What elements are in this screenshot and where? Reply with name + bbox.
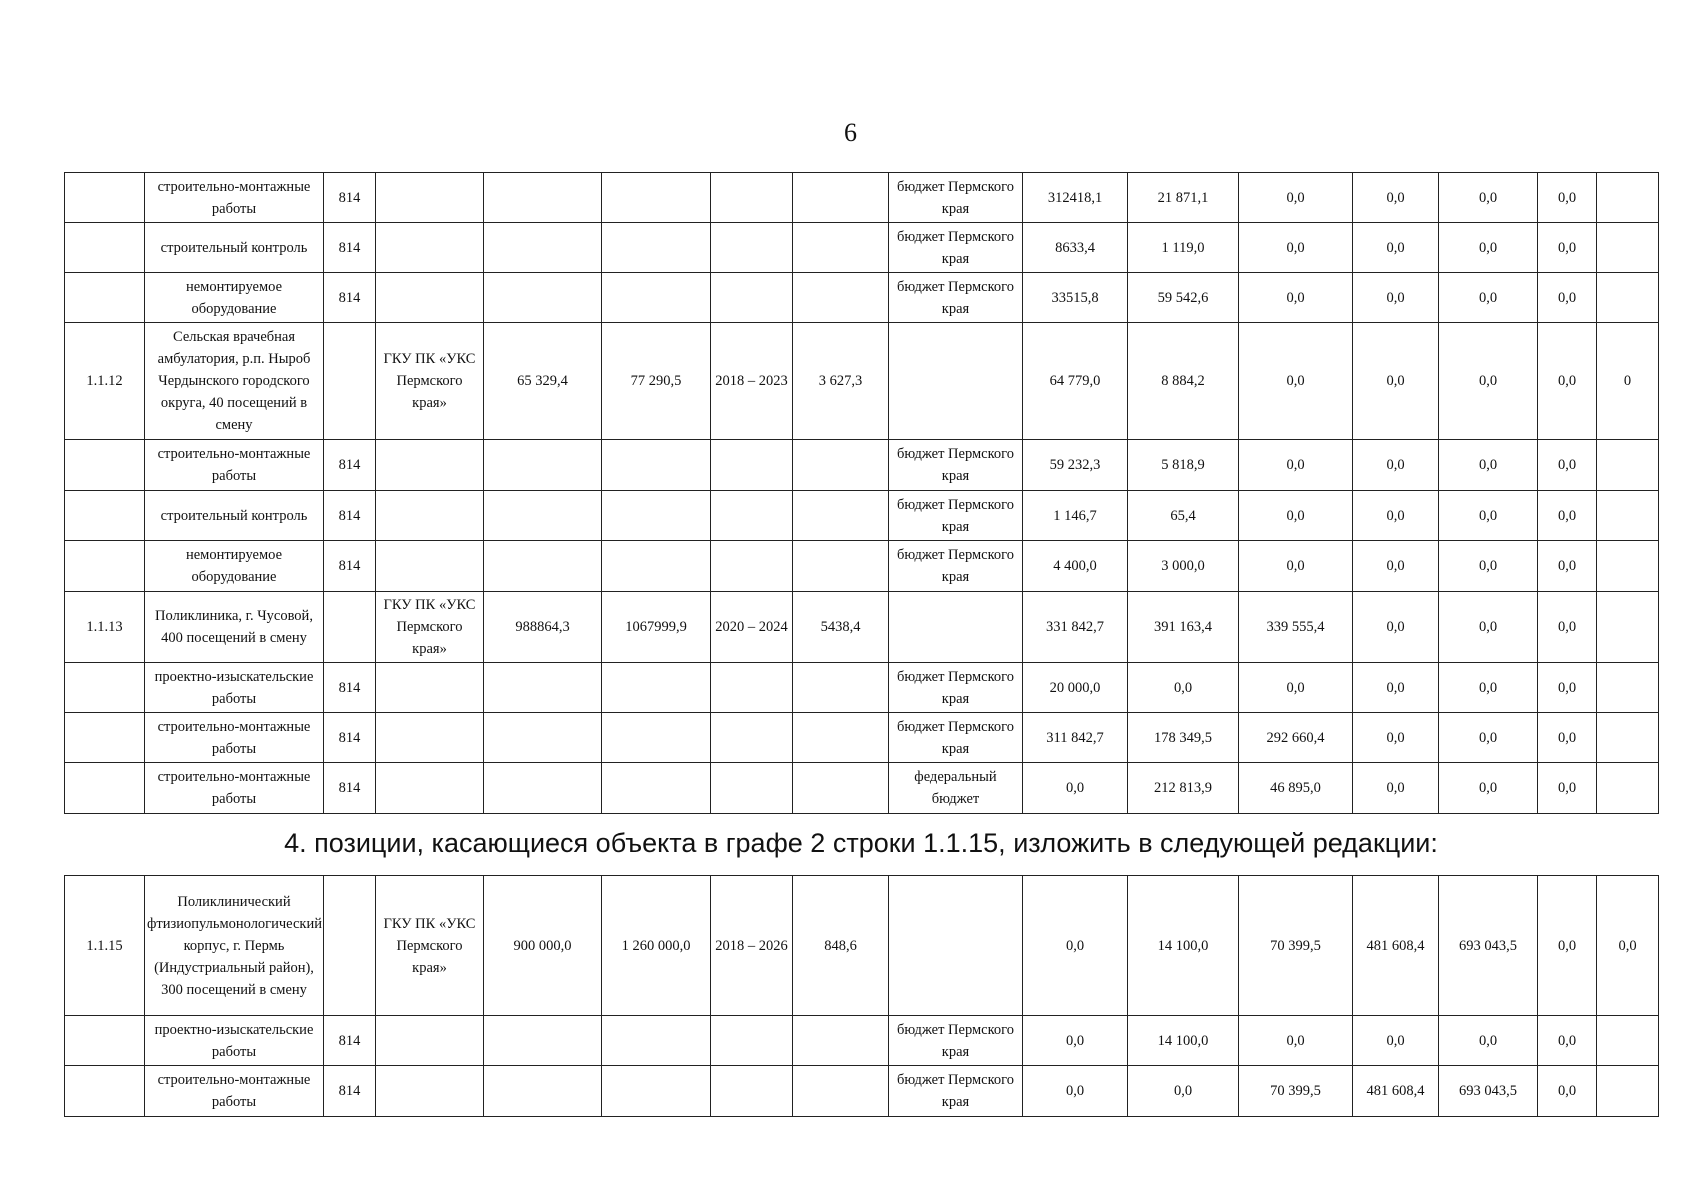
cell-year-5: 0,0 xyxy=(1439,223,1538,273)
cell-year-4: 481 608,4 xyxy=(1353,876,1439,1016)
cell-year-7: 0,0 xyxy=(1597,876,1659,1016)
cell-year-3: 0,0 xyxy=(1239,491,1353,541)
cell-year-4: 0,0 xyxy=(1353,1016,1439,1066)
cell-row-number xyxy=(65,763,145,814)
cell-year-5: 0,0 xyxy=(1439,713,1538,763)
cell-row-number: 1.1.13 xyxy=(65,592,145,663)
cell-customer xyxy=(376,663,484,713)
cell-year-6: 0,0 xyxy=(1538,173,1597,223)
cell-year-1: 311 842,7 xyxy=(1023,713,1128,763)
cell-customer xyxy=(376,273,484,323)
cell-object-name: строительно-монтажные работы xyxy=(145,1066,324,1117)
cell-grbs-code: 814 xyxy=(324,223,376,273)
cell-capacity: 3 627,3 xyxy=(793,323,889,440)
cell-cost-with-indexation: 1 260 000,0 xyxy=(602,876,711,1016)
cell-year-2: 8 884,2 xyxy=(1128,323,1239,440)
cell-year-1: 8633,4 xyxy=(1023,223,1128,273)
cell-year-2: 212 813,9 xyxy=(1128,763,1239,814)
cell-funding-source xyxy=(889,876,1023,1016)
cell-cost-with-indexation xyxy=(602,273,711,323)
table-row xyxy=(65,173,1659,223)
cell-year-3: 0,0 xyxy=(1239,663,1353,713)
cell-funding-source: бюджет Пермского края xyxy=(889,541,1023,592)
cell-grbs-code xyxy=(324,323,376,440)
cell-year-6: 0,0 xyxy=(1538,440,1597,491)
cell-year-3: 46 895,0 xyxy=(1239,763,1353,814)
cell-estimated-cost xyxy=(484,1066,602,1117)
cell-year-5: 0,0 xyxy=(1439,1016,1538,1066)
cell-cost-with-indexation: 77 290,5 xyxy=(602,323,711,440)
cell-year-2: 5 818,9 xyxy=(1128,440,1239,491)
cell-estimated-cost xyxy=(484,541,602,592)
cell-year-6: 0,0 xyxy=(1538,323,1597,440)
cell-year-4: 0,0 xyxy=(1353,592,1439,663)
cell-capacity: 5438,4 xyxy=(793,592,889,663)
cell-year-6: 0,0 xyxy=(1538,592,1597,663)
table-row xyxy=(65,440,1659,491)
cell-year-1: 20 000,0 xyxy=(1023,663,1128,713)
cell-row-number: 1.1.15 xyxy=(65,876,145,1016)
cell-estimated-cost xyxy=(484,491,602,541)
cell-row-number xyxy=(65,491,145,541)
cell-year-7 xyxy=(1597,763,1659,814)
cell-object-name: строительный контроль xyxy=(145,491,324,541)
cell-year-1: 331 842,7 xyxy=(1023,592,1128,663)
cell-cost-with-indexation xyxy=(602,491,711,541)
cell-object-name: Сельская врачебная амбулатория, р.п. Ныроб Чердынского городского округа, 40 посещений в смену xyxy=(145,323,324,440)
cell-estimated-cost xyxy=(484,173,602,223)
cell-object-name: строительно-монтажные работы xyxy=(145,763,324,814)
cell-capacity xyxy=(793,491,889,541)
cell-year-4: 481 608,4 xyxy=(1353,1066,1439,1117)
cell-construction-period: 2018 – 2026 xyxy=(711,876,793,1016)
cell-construction-period xyxy=(711,663,793,713)
table-row xyxy=(65,491,1659,541)
cell-year-6: 0,0 xyxy=(1538,273,1597,323)
cell-capacity: 848,6 xyxy=(793,876,889,1016)
cell-construction-period xyxy=(711,763,793,814)
cell-customer xyxy=(376,1016,484,1066)
cell-year-1: 0,0 xyxy=(1023,876,1128,1016)
cell-year-2: 3 000,0 xyxy=(1128,541,1239,592)
cell-year-6: 0,0 xyxy=(1538,541,1597,592)
cell-funding-source: бюджет Пермского края xyxy=(889,440,1023,491)
cell-estimated-cost xyxy=(484,273,602,323)
cell-estimated-cost xyxy=(484,713,602,763)
cell-capacity xyxy=(793,1066,889,1117)
cell-row-number xyxy=(65,1016,145,1066)
cell-year-2: 391 163,4 xyxy=(1128,592,1239,663)
cell-year-5: 693 043,5 xyxy=(1439,876,1538,1016)
cell-funding-source: бюджет Пермского края xyxy=(889,173,1023,223)
cell-customer: ГКУ ПК «УКС Пермского края» xyxy=(376,876,484,1016)
cell-year-3: 0,0 xyxy=(1239,323,1353,440)
cell-year-7 xyxy=(1597,713,1659,763)
cell-year-4: 0,0 xyxy=(1353,491,1439,541)
cell-year-3: 339 555,4 xyxy=(1239,592,1353,663)
cell-construction-period xyxy=(711,173,793,223)
cell-year-7 xyxy=(1597,223,1659,273)
cell-estimated-cost: 988864,3 xyxy=(484,592,602,663)
cell-year-7: 0 xyxy=(1597,323,1659,440)
cell-year-7 xyxy=(1597,541,1659,592)
cell-year-6: 0,0 xyxy=(1538,223,1597,273)
cell-grbs-code: 814 xyxy=(324,173,376,223)
cell-year-3: 0,0 xyxy=(1239,541,1353,592)
cell-year-3: 0,0 xyxy=(1239,1016,1353,1066)
cell-row-number xyxy=(65,273,145,323)
cell-row-number xyxy=(65,541,145,592)
table-bottom xyxy=(64,875,1659,1117)
cell-year-1: 0,0 xyxy=(1023,1016,1128,1066)
table-row xyxy=(65,1066,1659,1117)
cell-capacity xyxy=(793,763,889,814)
cell-funding-source: бюджет Пермского края xyxy=(889,713,1023,763)
cell-year-1: 312418,1 xyxy=(1023,173,1128,223)
cell-year-6: 0,0 xyxy=(1538,713,1597,763)
cell-capacity xyxy=(793,223,889,273)
table-row xyxy=(65,876,1659,1016)
cell-year-6: 0,0 xyxy=(1538,491,1597,541)
cell-year-3: 0,0 xyxy=(1239,223,1353,273)
cell-construction-period xyxy=(711,713,793,763)
cell-year-1: 1 146,7 xyxy=(1023,491,1128,541)
cell-year-7 xyxy=(1597,440,1659,491)
cell-customer xyxy=(376,541,484,592)
cell-object-name: проектно-изыскательские работы xyxy=(145,663,324,713)
table-row xyxy=(65,273,1659,323)
cell-object-name: строительный контроль xyxy=(145,223,324,273)
cell-grbs-code: 814 xyxy=(324,713,376,763)
table-row xyxy=(65,663,1659,713)
cell-year-5: 693 043,5 xyxy=(1439,1066,1538,1117)
cell-funding-source: бюджет Пермского края xyxy=(889,1016,1023,1066)
cell-year-4: 0,0 xyxy=(1353,713,1439,763)
cell-year-2: 0,0 xyxy=(1128,663,1239,713)
cell-grbs-code: 814 xyxy=(324,1066,376,1117)
cell-year-6: 0,0 xyxy=(1538,763,1597,814)
cell-year-5: 0,0 xyxy=(1439,273,1538,323)
cell-grbs-code: 814 xyxy=(324,491,376,541)
cell-construction-period xyxy=(711,440,793,491)
cell-year-3: 0,0 xyxy=(1239,440,1353,491)
cell-year-6: 0,0 xyxy=(1538,1066,1597,1117)
cell-row-number xyxy=(65,1066,145,1117)
cell-year-5: 0,0 xyxy=(1439,592,1538,663)
cell-object-name: немонтируемое оборудование xyxy=(145,541,324,592)
cell-year-4: 0,0 xyxy=(1353,223,1439,273)
cell-year-5: 0,0 xyxy=(1439,440,1538,491)
table-row xyxy=(65,592,1659,663)
cell-year-6: 0,0 xyxy=(1538,1016,1597,1066)
cell-year-3: 0,0 xyxy=(1239,273,1353,323)
cell-year-4: 0,0 xyxy=(1353,440,1439,491)
cell-year-5: 0,0 xyxy=(1439,491,1538,541)
cell-capacity xyxy=(793,541,889,592)
cell-year-2: 14 100,0 xyxy=(1128,876,1239,1016)
cell-year-7 xyxy=(1597,1066,1659,1117)
cell-cost-with-indexation xyxy=(602,663,711,713)
cell-funding-source xyxy=(889,592,1023,663)
cell-construction-period xyxy=(711,273,793,323)
cell-funding-source: бюджет Пермского края xyxy=(889,491,1023,541)
cell-grbs-code: 814 xyxy=(324,763,376,814)
cell-capacity xyxy=(793,440,889,491)
cell-year-1: 0,0 xyxy=(1023,763,1128,814)
cell-construction-period xyxy=(711,1066,793,1117)
cell-capacity xyxy=(793,663,889,713)
cell-row-number: 1.1.12 xyxy=(65,323,145,440)
cell-year-4: 0,0 xyxy=(1353,541,1439,592)
cell-year-7 xyxy=(1597,1016,1659,1066)
cell-year-2: 21 871,1 xyxy=(1128,173,1239,223)
cell-capacity xyxy=(793,273,889,323)
table-top xyxy=(64,172,1659,814)
cell-capacity xyxy=(793,713,889,763)
cell-year-3: 0,0 xyxy=(1239,173,1353,223)
cell-grbs-code xyxy=(324,592,376,663)
table-row xyxy=(65,323,1659,440)
cell-year-1: 64 779,0 xyxy=(1023,323,1128,440)
cell-year-6: 0,0 xyxy=(1538,876,1597,1016)
cell-construction-period: 2018 – 2023 xyxy=(711,323,793,440)
cell-estimated-cost xyxy=(484,223,602,273)
cell-year-2: 178 349,5 xyxy=(1128,713,1239,763)
cell-object-name: Поликлинический фтизиопульмонологический корпус, г. Пермь (Индустриальный район), 300 посещений в смену xyxy=(145,876,324,1016)
cell-capacity xyxy=(793,1016,889,1066)
cell-grbs-code: 814 xyxy=(324,541,376,592)
cell-funding-source: бюджет Пермского края xyxy=(889,1066,1023,1117)
cell-year-5: 0,0 xyxy=(1439,173,1538,223)
cell-estimated-cost: 65 329,4 xyxy=(484,323,602,440)
cell-cost-with-indexation xyxy=(602,223,711,273)
cell-year-1: 59 232,3 xyxy=(1023,440,1128,491)
cell-year-5: 0,0 xyxy=(1439,541,1538,592)
cell-grbs-code: 814 xyxy=(324,273,376,323)
cell-year-7 xyxy=(1597,592,1659,663)
cell-object-name: проектно-изыскательские работы xyxy=(145,1016,324,1066)
cell-customer xyxy=(376,713,484,763)
cell-customer xyxy=(376,1066,484,1117)
cell-cost-with-indexation xyxy=(602,173,711,223)
cell-year-2: 14 100,0 xyxy=(1128,1016,1239,1066)
table-row xyxy=(65,223,1659,273)
cell-funding-source: федеральный бюджет xyxy=(889,763,1023,814)
cell-row-number xyxy=(65,663,145,713)
cell-customer xyxy=(376,491,484,541)
cell-object-name: строительно-монтажные работы xyxy=(145,173,324,223)
cell-object-name: Поликлиника, г. Чусовой, 400 посещений в смену xyxy=(145,592,324,663)
cell-cost-with-indexation xyxy=(602,440,711,491)
cell-row-number xyxy=(65,713,145,763)
cell-year-5: 0,0 xyxy=(1439,323,1538,440)
section-heading: 4. позиции, касающиеся объекта в графе 2 строки 1.1.15, изложить в следующей редакции: xyxy=(284,828,1438,858)
cell-year-6: 0,0 xyxy=(1538,663,1597,713)
cell-row-number xyxy=(65,223,145,273)
cell-year-3: 70 399,5 xyxy=(1239,1066,1353,1117)
cell-year-4: 0,0 xyxy=(1353,663,1439,713)
cell-construction-period: 2020 – 2024 xyxy=(711,592,793,663)
cell-funding-source xyxy=(889,323,1023,440)
cell-funding-source: бюджет Пермского края xyxy=(889,663,1023,713)
cell-capacity xyxy=(793,173,889,223)
cell-customer xyxy=(376,173,484,223)
cell-construction-period xyxy=(711,491,793,541)
table-row xyxy=(65,1016,1659,1066)
cell-estimated-cost: 900 000,0 xyxy=(484,876,602,1016)
cell-estimated-cost xyxy=(484,1016,602,1066)
cell-year-7 xyxy=(1597,663,1659,713)
cell-cost-with-indexation: 1067999,9 xyxy=(602,592,711,663)
cell-year-5: 0,0 xyxy=(1439,763,1538,814)
cell-year-4: 0,0 xyxy=(1353,273,1439,323)
cell-year-2: 59 542,6 xyxy=(1128,273,1239,323)
cell-funding-source: бюджет Пермского края xyxy=(889,273,1023,323)
table-row xyxy=(65,763,1659,814)
cell-year-3: 292 660,4 xyxy=(1239,713,1353,763)
cell-grbs-code: 814 xyxy=(324,440,376,491)
cell-grbs-code xyxy=(324,876,376,1016)
cell-year-2: 65,4 xyxy=(1128,491,1239,541)
cell-row-number xyxy=(65,440,145,491)
cell-year-1: 33515,8 xyxy=(1023,273,1128,323)
table-row xyxy=(65,541,1659,592)
cell-object-name: строительно-монтажные работы xyxy=(145,713,324,763)
cell-year-2: 0,0 xyxy=(1128,1066,1239,1117)
cell-grbs-code: 814 xyxy=(324,663,376,713)
cell-construction-period xyxy=(711,223,793,273)
cell-cost-with-indexation xyxy=(602,541,711,592)
cell-cost-with-indexation xyxy=(602,1066,711,1117)
cell-estimated-cost xyxy=(484,763,602,814)
cell-year-4: 0,0 xyxy=(1353,173,1439,223)
cell-customer: ГКУ ПК «УКС Пермского края» xyxy=(376,592,484,663)
cell-year-2: 1 119,0 xyxy=(1128,223,1239,273)
cell-object-name: немонтируемое оборудование xyxy=(145,273,324,323)
cell-construction-period xyxy=(711,541,793,592)
cell-year-3: 70 399,5 xyxy=(1239,876,1353,1016)
cell-year-4: 0,0 xyxy=(1353,323,1439,440)
cell-customer xyxy=(376,223,484,273)
page-number: 6 xyxy=(844,118,857,147)
table-row xyxy=(65,713,1659,763)
cell-cost-with-indexation xyxy=(602,763,711,814)
cell-funding-source: бюджет Пермского края xyxy=(889,223,1023,273)
cell-row-number xyxy=(65,173,145,223)
cell-customer xyxy=(376,763,484,814)
cell-year-5: 0,0 xyxy=(1439,663,1538,713)
cell-year-7 xyxy=(1597,173,1659,223)
cell-estimated-cost xyxy=(484,440,602,491)
cell-year-1: 4 400,0 xyxy=(1023,541,1128,592)
cell-cost-with-indexation xyxy=(602,1016,711,1066)
cell-object-name: строительно-монтажные работы xyxy=(145,440,324,491)
cell-year-7 xyxy=(1597,273,1659,323)
cell-estimated-cost xyxy=(484,663,602,713)
cell-year-4: 0,0 xyxy=(1353,763,1439,814)
cell-construction-period xyxy=(711,1016,793,1066)
cell-grbs-code: 814 xyxy=(324,1016,376,1066)
cell-cost-with-indexation xyxy=(602,713,711,763)
cell-customer: ГКУ ПК «УКС Пермского края» xyxy=(376,323,484,440)
cell-customer xyxy=(376,440,484,491)
cell-year-7 xyxy=(1597,491,1659,541)
cell-year-1: 0,0 xyxy=(1023,1066,1128,1117)
